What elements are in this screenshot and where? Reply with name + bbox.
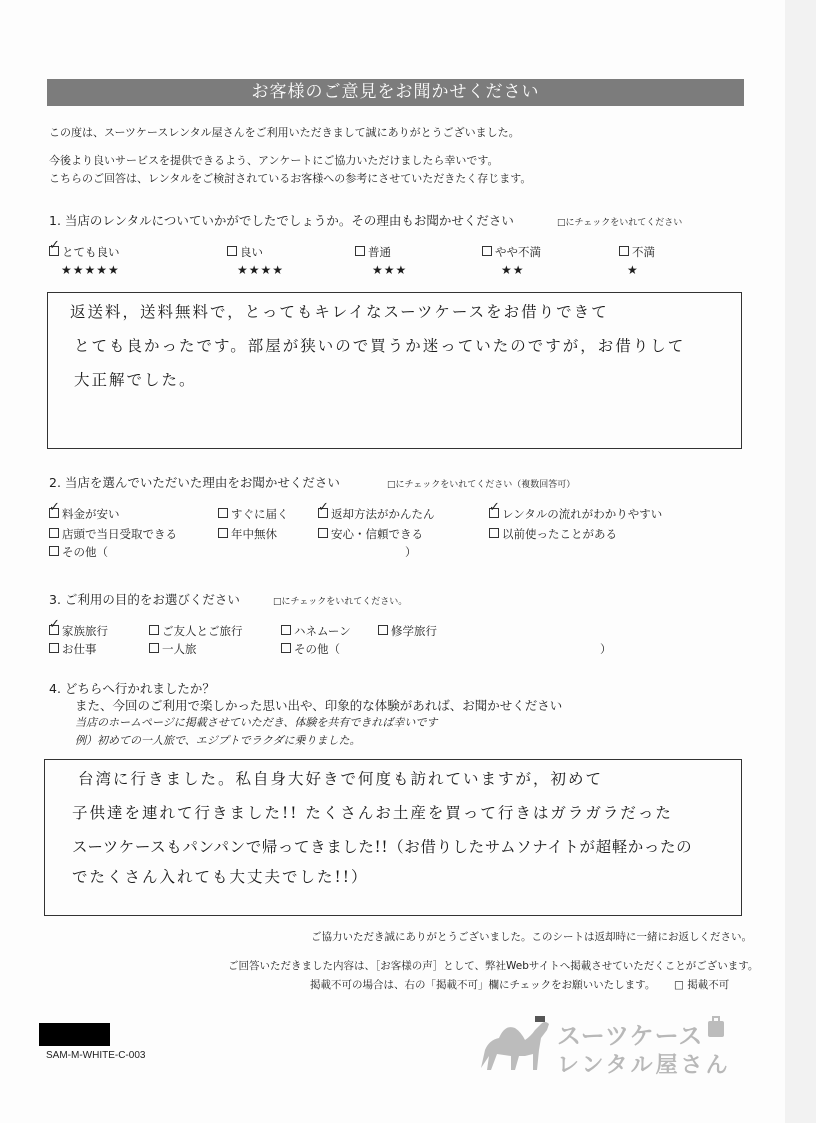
q2-option-used-before[interactable]: 以前使ったことがある [489,526,617,542]
camel-icon [475,1010,555,1080]
q3-option-honeymoon[interactable]: ハネムーン [281,623,351,639]
q4-answer-line-4: でたくさん入れても大丈夫でした!!） [72,868,369,886]
q4-title: 4. どちらへ行かれましたか？ [49,681,215,696]
q2-option-fast-delivery[interactable]: すぐに届く [218,506,289,522]
q1-option-very-good[interactable]: ✓とても良い [49,244,120,260]
scan-edge-shading [785,0,816,1123]
q2-option-clear-flow[interactable]: ✓ レンタルの流れがわかりやすい [489,506,662,522]
checkbox-icon[interactable] [49,546,59,556]
q3-option-business[interactable]: お仕事 [49,641,97,657]
stars-2: ★★ [501,263,525,277]
page-title: お客様のご意見をお聞かせください [47,79,744,106]
checkbox-icon[interactable] [482,246,492,256]
redaction-bar [39,1023,110,1046]
q3-other-close-paren: ） [600,642,612,656]
checkbox-icon[interactable] [218,508,228,518]
checkbox-checked-icon[interactable] [49,625,59,635]
checkbox-icon[interactable] [49,528,59,538]
logo-line-2: レンタル屋さん [557,1053,731,1078]
q3-note: □にチェックをいれてください。 [273,597,408,607]
checkbox-checked-icon[interactable] [318,508,328,518]
q1-option-unsatisfied[interactable]: 不満 [619,244,655,260]
q2-option-open-all-year[interactable]: 年中無休 [218,526,277,542]
q1-answer-line-2: とても良かったです。部屋が狭いので買うか迷っていたのですが，お借りして [74,337,686,355]
q1-option-good[interactable]: 良い [227,244,263,260]
checkbox-icon[interactable] [149,625,159,635]
checkbox-icon[interactable] [489,528,499,538]
q1-option-somewhat-unsatisfied[interactable]: やや不満 [482,244,541,260]
checkbox-icon[interactable] [227,246,237,256]
intro-line-3: こちらのご回答は、レンタルをご検討されているお客様への参考にさせていただきたく存じます。 [49,172,532,185]
q2-title: 2. 当店を選んでいただいた理由をお聞かせください [49,475,340,490]
q2-option-easy-return[interactable]: ✓ 返却方法がかんたん [318,506,435,522]
logo-line-1: スーツケース [557,1022,704,1050]
q2-other-close-paren: ） [405,545,417,559]
q2-option-price[interactable]: ✓料金が安い [49,506,120,522]
checkbox-icon[interactable] [619,246,629,256]
q1-option-average[interactable]: 普通 [355,244,391,260]
checkbox-checked-icon[interactable] [489,508,499,518]
q4-answer-line-2: 子供達を連れて行きました!! たくさんお土産を買って行きはガラガラだった [72,804,673,822]
q4-answer-line-3: スーツケースもパンパンで帰ってきました!!（お借りしたサムソナイトが超軽かったの [72,838,693,856]
stars-4: ★★★★ [237,263,285,277]
footer-publish-note: ご回答いただきました内容は、［お客様の声］として、弊社Webサイトへ掲載させていただくことがございます。 [228,960,759,972]
q3-option-other[interactable]: その他（ [281,641,340,657]
q2-note: □にチェックをいれてください（複数回答可） [387,480,576,490]
q4-answer-line-1: 台湾に行きました。私自身大好きで何度も訪れていますが，初めて [78,770,604,788]
q2-option-store-pickup[interactable]: 店頭で当日受取できる [49,526,177,542]
footer-thanks: ご協力いただき誠にありがとうございました。このシートは返却時に一緒にお返しください。 [311,931,752,943]
checkbox-icon[interactable] [355,246,365,256]
q3-option-family-trip[interactable]: ✓家族旅行 [49,623,108,639]
intro-line-1: この度は、スーツケースレンタル屋さんをご利用いただきまして誠にありがとうございました。 [49,126,520,139]
q3-title: 3. ご利用の目的をお選びください [49,592,240,607]
q1-title: 1. 当店のレンタルについていかがでしたでしょうか。その理由もお聞かせください [49,213,514,228]
checkbox-icon[interactable] [281,625,291,635]
stars-1: ★ [627,263,639,277]
checkbox-checked-icon[interactable] [49,246,59,256]
q2-option-trustworthy[interactable]: 安心・信頼できる [318,526,423,542]
checkbox-icon[interactable] [218,528,228,538]
checkbox-icon[interactable] [318,528,328,538]
q4-sub-1: 当店のホームページに掲載させていただき、体験を共有できれば幸いです [75,716,438,729]
intro-line-2: 今後より良いサービスを提供できるよう、アンケートにご協力いただけましたら幸いです。 [49,154,499,167]
q3-option-solo-trip[interactable]: 一人旅 [149,641,197,657]
footer-no-publish-note: 掲載不可の場合は、右の「掲載不可」欄にチェックをお願いいたします。 [310,979,656,991]
company-logo [475,1010,731,1080]
checkbox-icon[interactable] [378,625,388,635]
suitcase-icon [707,1016,725,1038]
checkbox-icon[interactable] [49,643,59,653]
stars-3: ★★★ [372,263,408,277]
checkbox-icon[interactable] [149,643,159,653]
stars-5: ★★★★★ [61,263,120,277]
document-code: SAM-M-WHITE-C-003 [46,1050,146,1061]
q3-option-friends-trip[interactable]: ご友人とご旅行 [149,623,243,639]
no-publish-checkbox[interactable]: □ 掲載不可 [674,979,730,991]
q1-answer-line-1: 返送料，送料無料で，とってもキレイなスーツケースをお借りできて [70,303,609,321]
q1-note: □にチェックをいれてください [557,218,683,228]
q1-answer-line-3: 大正解でした。 [74,371,197,389]
q2-option-other[interactable]: その他（ [49,544,108,560]
q4-example: 例）初めての一人旅で、エジプトでラクダに乗りました。 [75,734,361,747]
q3-option-school-trip[interactable]: 修学旅行 [378,623,437,639]
q4-line-2: また、今回のご利用で楽しかった思い出や、印象的な体験があれば、お聞かせください [75,698,563,713]
checkbox-checked-icon[interactable] [49,508,59,518]
checkbox-icon[interactable] [281,643,291,653]
